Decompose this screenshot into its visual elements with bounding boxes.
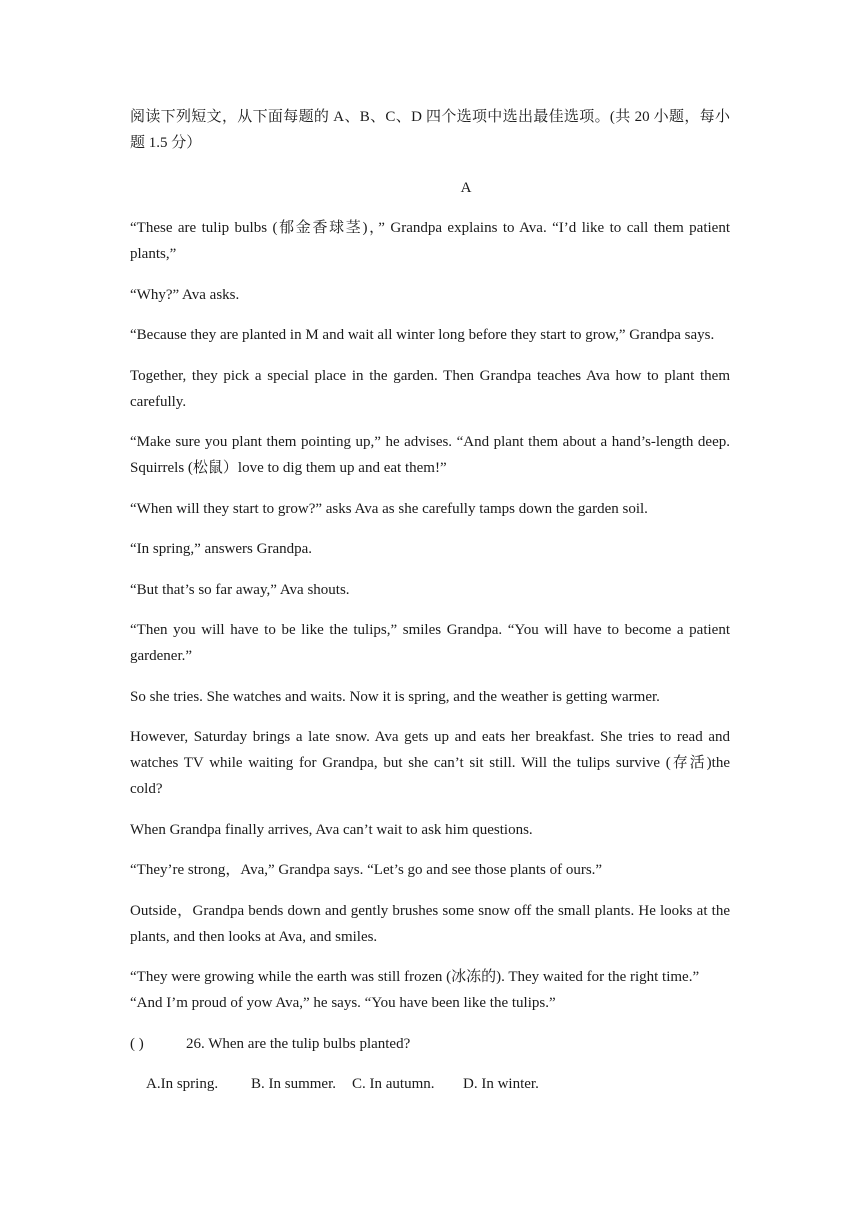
option-d: D. In winter.: [463, 1076, 539, 1092]
instructions: 阅读下列短文，从下面每题的 A、B、C、D 四个选项中选出最佳选项。(共 20 小题，每小 题 1.5 分）: [130, 109, 730, 151]
paragraph-6: “When will they start to grow?” asks Ava as she carefully tamps down the garden soil.: [130, 500, 648, 517]
paragraph-13: “They’re strong，Ava,” Grandpa says. “Let’s go and see those plants of ours.”: [130, 862, 603, 878]
paragraph-5: “Make sure you plant them pointing up,” he advises. “And plant them about a hand’s-length deep. Squirrels (松鼠）love to dig them up and eat them!”: [130, 434, 730, 476]
answer-blank[interactable]: ( ): [130, 1035, 144, 1052]
question-26: [130, 1031, 730, 1057]
question-text: 26. When are the tulip bulbs planted?: [186, 1035, 411, 1052]
paragraph-1: “These are tulip bulbs (郁金香球茎)，” Grandpa explains to Ava. “I’d like to call them patient plants,”: [130, 220, 730, 262]
paragraph-14: Outside，Grandpa bends down and gently brushes some snow off the small plants. He looks at the plants, and then looks at Ava, and smiles.: [130, 902, 730, 945]
paragraph-7: “In spring,” answers Grandpa.: [130, 541, 313, 557]
paragraph-9: “Then you will have to be like the tulips,” smiles Grandpa. “You will have to become a patient gardener.”: [130, 622, 730, 664]
section-title: A: [460, 180, 472, 196]
paragraph-16: “And I’m proud of yow Ava,” he says. “You have been like the tulips.”: [130, 995, 556, 1011]
option-a: A.In spring.: [146, 1076, 219, 1092]
paragraph-4: Together, they pick a special place in the garden. Then Grandpa teaches Ava how to plant them carefully.: [130, 367, 730, 410]
option-b: B. In summer.: [251, 1076, 336, 1092]
paragraph-2: “Why?” Ava asks.: [130, 286, 240, 303]
option-c: C. In autumn.: [352, 1076, 435, 1092]
paragraph-3: “Because they are planted in M and wait all winter long before they start to grow,” Grandpa says.: [130, 327, 715, 343]
paragraph-11: However, Saturday brings a late snow. Ava gets up and eats her breakfast. She tries to read and watches TV while waiting for Grandpa, but she can’t sit still. Will the tulips survive (存活)the cold?: [130, 729, 730, 797]
document-page: [130, 104, 730, 1097]
paragraph-8: “But that’s so far away,” Ava shouts.: [130, 581, 350, 598]
paragraph-10: So she tries. She watches and waits. Now it is spring, and the weather is getting warmer.: [130, 688, 660, 705]
paragraph-12: When Grandpa finally arrives, Ava can’t wait to ask him questions.: [130, 821, 533, 838]
answer-options: [130, 1071, 730, 1097]
paragraph-15: “They were growing while the earth was still frozen (冰冻的). They waited for the right time.”: [130, 969, 700, 985]
